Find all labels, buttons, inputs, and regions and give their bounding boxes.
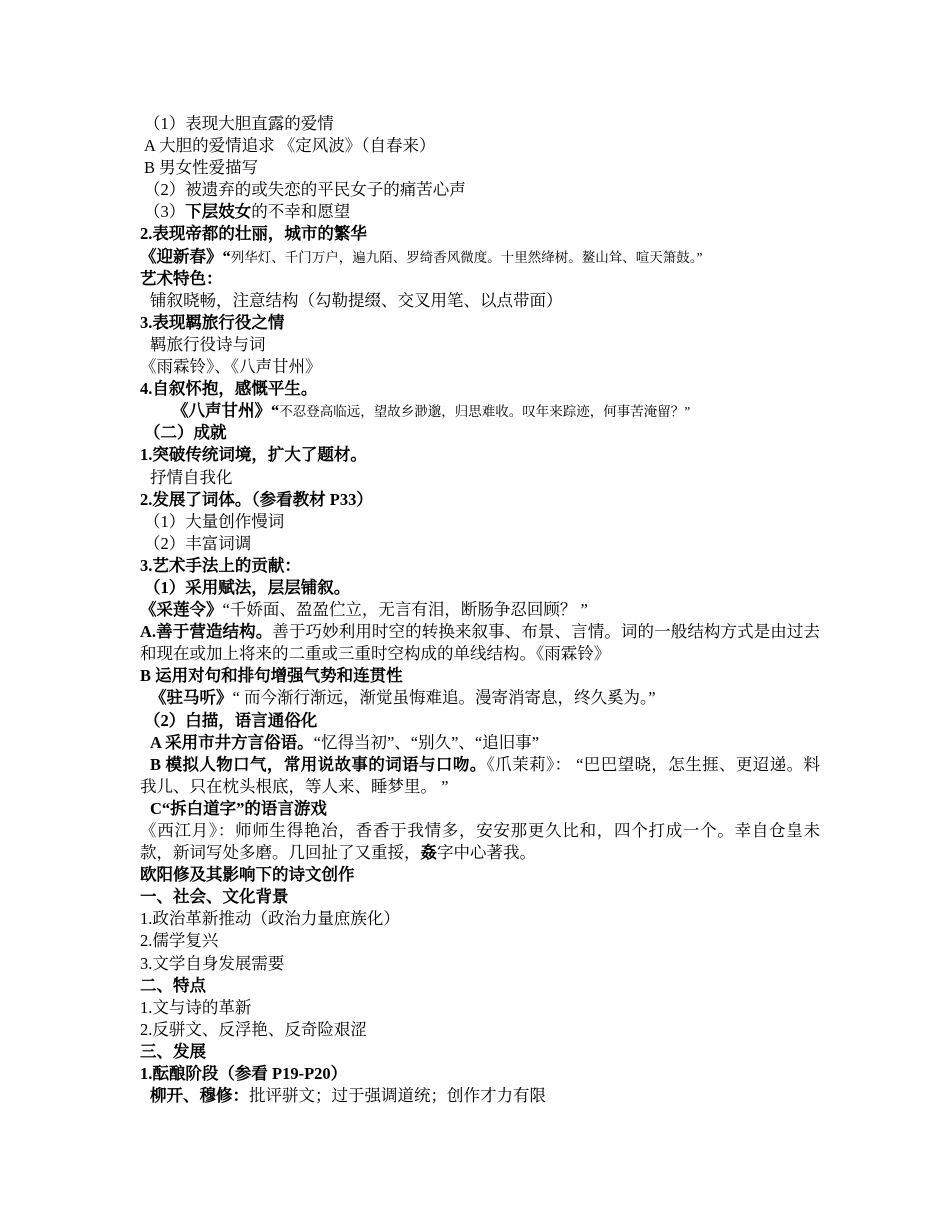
section-heading: B 运用对句和排句增强气势和连贯性 bbox=[140, 666, 403, 686]
text-line: （2）被遗弃的或失恋的平民女子的痛苦心声 bbox=[144, 180, 466, 200]
section-heading: 艺术特色： bbox=[140, 268, 223, 288]
section-heading: 二、特点 bbox=[140, 975, 206, 995]
document-body bbox=[140, 113, 820, 1107]
text-line: 1.文与诗的革新 bbox=[140, 997, 252, 1017]
quote-text: 不忍登高临远，望故乡渺邈，归思难收。叹年来踪迹，何事苦淹留？” bbox=[279, 404, 691, 420]
text-span: 字中心著我。 bbox=[437, 843, 536, 863]
text-line: 3.文学自身发展需要 bbox=[140, 953, 285, 973]
bold-text: A.善于营造结构。 bbox=[140, 622, 273, 642]
section-heading: 3.表现羁旅行役之情 bbox=[140, 312, 285, 332]
text-span: “千娇面、盈盈伫立，无言有泪，断肠争忍回顾？ ” bbox=[222, 600, 588, 620]
bold-text: 下层妓女 bbox=[185, 202, 252, 222]
text-line: 铺叙晓畅，注意结构（勾勒提缀、交叉用笔、以点带面） bbox=[150, 290, 563, 310]
bold-text: 《迎新春》“ bbox=[140, 246, 231, 266]
bold-text: B 模拟人物口气，常用说故事的词语与口吻。 bbox=[150, 754, 487, 774]
text-line bbox=[140, 599, 820, 621]
bold-text: 《八声甘州》“ bbox=[172, 401, 280, 421]
text-line: 2.反骈文、反浮艳、反奇险艰涩 bbox=[140, 1019, 367, 1039]
section-heading: 3.艺术手法上的贡献： bbox=[140, 555, 301, 575]
quote-text: 列华灯、千门万户，遍九陌、罗绮香风微度。十里然绛树。鳌山耸、喧天箫鼓。” bbox=[230, 249, 703, 265]
text-line bbox=[140, 246, 820, 268]
bold-text: 《驻马听》 bbox=[150, 688, 233, 708]
text-span: （3） bbox=[144, 202, 186, 222]
text-span: 《西江月》：师师生得艳冶，香香于我情多，安安那更久比和，四个打成一个。幸自仓皇未款，新词写处多磨。几回扯了又重挼， bbox=[140, 821, 820, 863]
text-span: “ 而今渐行渐远，渐觉虽悔难追。漫寄消寄息，终久奚为。” bbox=[232, 688, 656, 708]
section-heading: C“拆白道字”的语言游戏 bbox=[150, 798, 327, 818]
section-heading: （2）白描，语言通俗化 bbox=[144, 710, 318, 730]
section-heading: （二）成就 bbox=[144, 423, 227, 443]
section-heading: 1.酝酿阶段（参看 P19-P20） bbox=[140, 1064, 348, 1084]
section-heading: 欧阳修及其影响下的诗文创作 bbox=[140, 865, 355, 885]
text-line: 《雨霖铃》、《八声甘州》 bbox=[140, 357, 322, 377]
text-line bbox=[140, 1085, 820, 1107]
bold-text: A 采用市井方言俗语。 bbox=[150, 732, 314, 752]
text-span: 批评骈文；过于强调道统；创作才力有限 bbox=[249, 1086, 546, 1106]
section-heading: 4.自叙怀抱，感慨平生。 bbox=[140, 379, 318, 399]
paragraph bbox=[140, 754, 820, 798]
text-line: （1）表现大胆直露的爱情 bbox=[144, 114, 334, 133]
text-line: A 大胆的爱情追求 《定风波》（自春来） bbox=[144, 136, 436, 156]
text-span: 的不幸和愿望 bbox=[251, 202, 351, 222]
text-line: 2.儒学复兴 bbox=[140, 931, 219, 951]
paragraph bbox=[140, 820, 820, 864]
text-span: 《爪茉莉》： “巴巴望晓，怎生捱、更迢递。料我儿、只在枕头根底，等人来、睡梦里。 ” bbox=[140, 754, 820, 796]
text-line bbox=[140, 687, 820, 709]
section-heading: （1）采用赋法，层层铺叙。 bbox=[144, 577, 351, 597]
text-line: 1.政治革新推动（政治力量庶族化） bbox=[140, 909, 400, 929]
text-line: （1）大量创作慢词 bbox=[144, 511, 285, 531]
text-line: 抒情自我化 bbox=[150, 467, 233, 487]
section-heading: 1.突破传统词境，扩大了题材。 bbox=[140, 445, 367, 465]
section-heading: 一、社会、文化背景 bbox=[140, 887, 289, 907]
text-line bbox=[140, 400, 820, 422]
text-line: B 男女性爱描写 bbox=[144, 158, 259, 178]
section-heading: 2.表现帝都的壮丽，城市的繁华 bbox=[140, 224, 367, 244]
bold-text: 姦 bbox=[420, 843, 437, 863]
paragraph bbox=[140, 621, 820, 665]
bold-text: 《采莲令》 bbox=[140, 600, 223, 620]
text-line bbox=[140, 732, 820, 754]
section-heading: 三、发展 bbox=[140, 1041, 206, 1061]
bold-text: 柳开、穆修： bbox=[150, 1086, 249, 1106]
text-line bbox=[140, 201, 820, 223]
section-heading: 2.发展了词体。（参看教材 P33） bbox=[140, 489, 373, 509]
text-span: “忆得当初”、“别久”、“追旧事” bbox=[313, 732, 540, 752]
text-span: 善于巧妙利用时空的转换来叙事、布景、言情。词的一般结构方式是由过去和现在或加上将来的二重或三重时空构成的单线结构。《雨霖铃》 bbox=[140, 622, 821, 664]
text-line: 羁旅行役诗与词 bbox=[150, 334, 266, 354]
text-line: （2）丰富词调 bbox=[144, 533, 252, 553]
